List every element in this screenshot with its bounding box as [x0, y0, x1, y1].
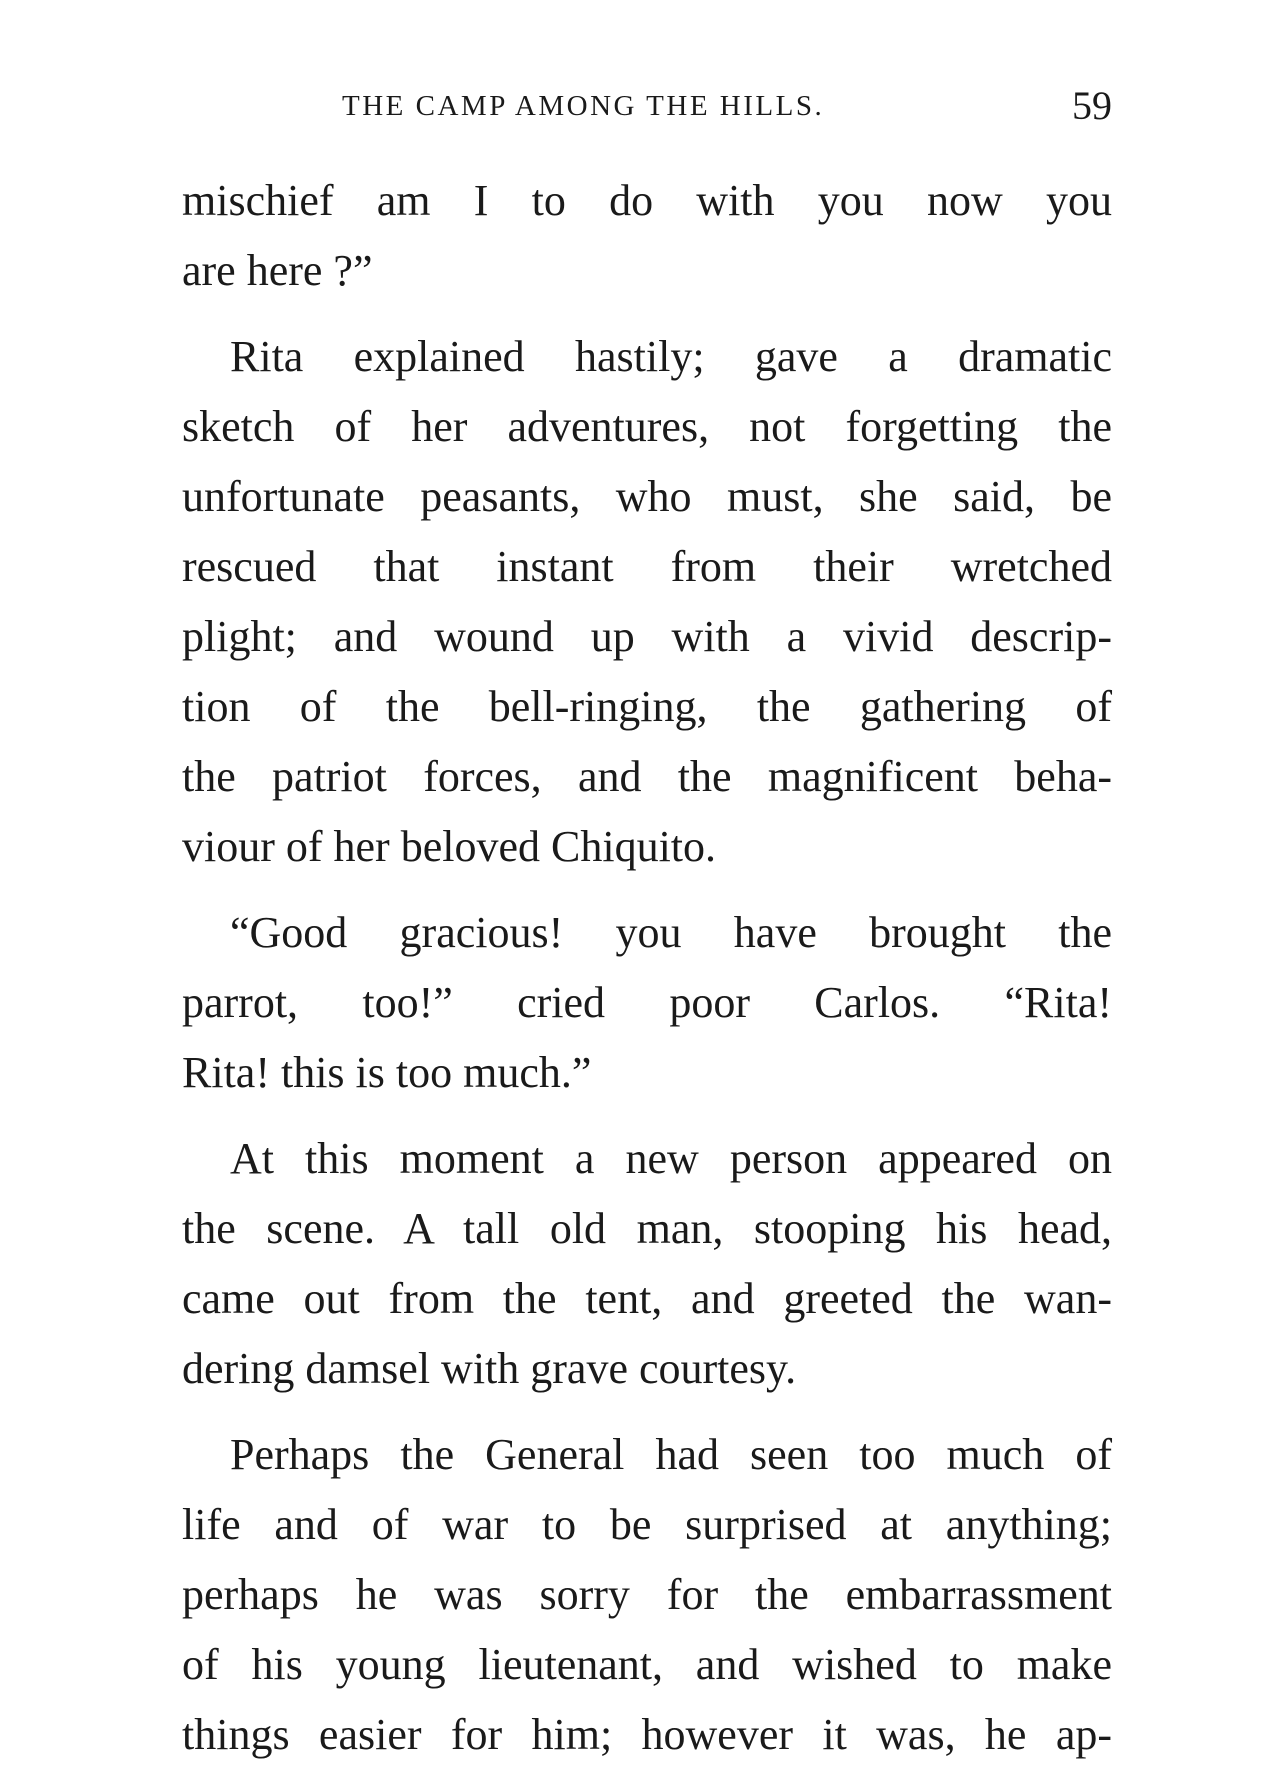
text-line: tion of the bell-ringing, the gathering of [182, 682, 1112, 731]
text-line: things easier for him; however it was, he ap- [182, 1710, 1112, 1759]
running-title: THE CAMP AMONG THE HILLS. [342, 90, 825, 122]
text-line: the scene. A tall old man, stooping his head, [182, 1204, 1112, 1253]
text-line: unfortunate peasants, who must, she said, be [182, 472, 1112, 521]
text-line: of his young lieutenant, and wished to make [182, 1640, 1112, 1689]
paragraph [182, 1420, 1112, 1770]
page-number: 59 [1072, 83, 1112, 128]
text-line: “Good gracious! you have brought the [230, 908, 1112, 957]
text-line: At this moment a new person appeared on [230, 1134, 1112, 1183]
text-line: perhaps he was sorry for the embarrassment [182, 1570, 1112, 1619]
text-line: rescued that instant from their wretched [182, 542, 1112, 591]
text-line: dering damsel with grave courtesy. [182, 1344, 797, 1393]
text-line: life and of war to be surprised at anything; [182, 1500, 1112, 1549]
paragraph [182, 1124, 1112, 1404]
text-line: parrot, too!” cried poor Carlos. “Rita! [182, 978, 1112, 1027]
text-line: mischief am I to do with you now you [182, 176, 1112, 225]
paragraph [182, 898, 1112, 1108]
text-line: Rita explained hastily; gave a dramatic [230, 332, 1112, 381]
text-line: Perhaps the General had seen too much of [230, 1430, 1112, 1479]
text-line: sketch of her adventures, not forgetting the [182, 402, 1112, 451]
text-line: plight; and wound up with a vivid descrip- [182, 612, 1112, 661]
text-line: came out from the tent, and greeted the wan- [182, 1274, 1112, 1323]
running-header [182, 82, 1112, 132]
paragraph [182, 322, 1112, 882]
text-line: the patriot forces, and the magnificent beha- [182, 752, 1112, 801]
text-line: viour of her beloved Chiquito. [182, 822, 717, 871]
text-line: Rita! this is too much.” [182, 1048, 592, 1097]
text-line: are here ?” [182, 246, 373, 295]
paragraph [182, 166, 1112, 306]
body-text [182, 166, 1112, 1770]
